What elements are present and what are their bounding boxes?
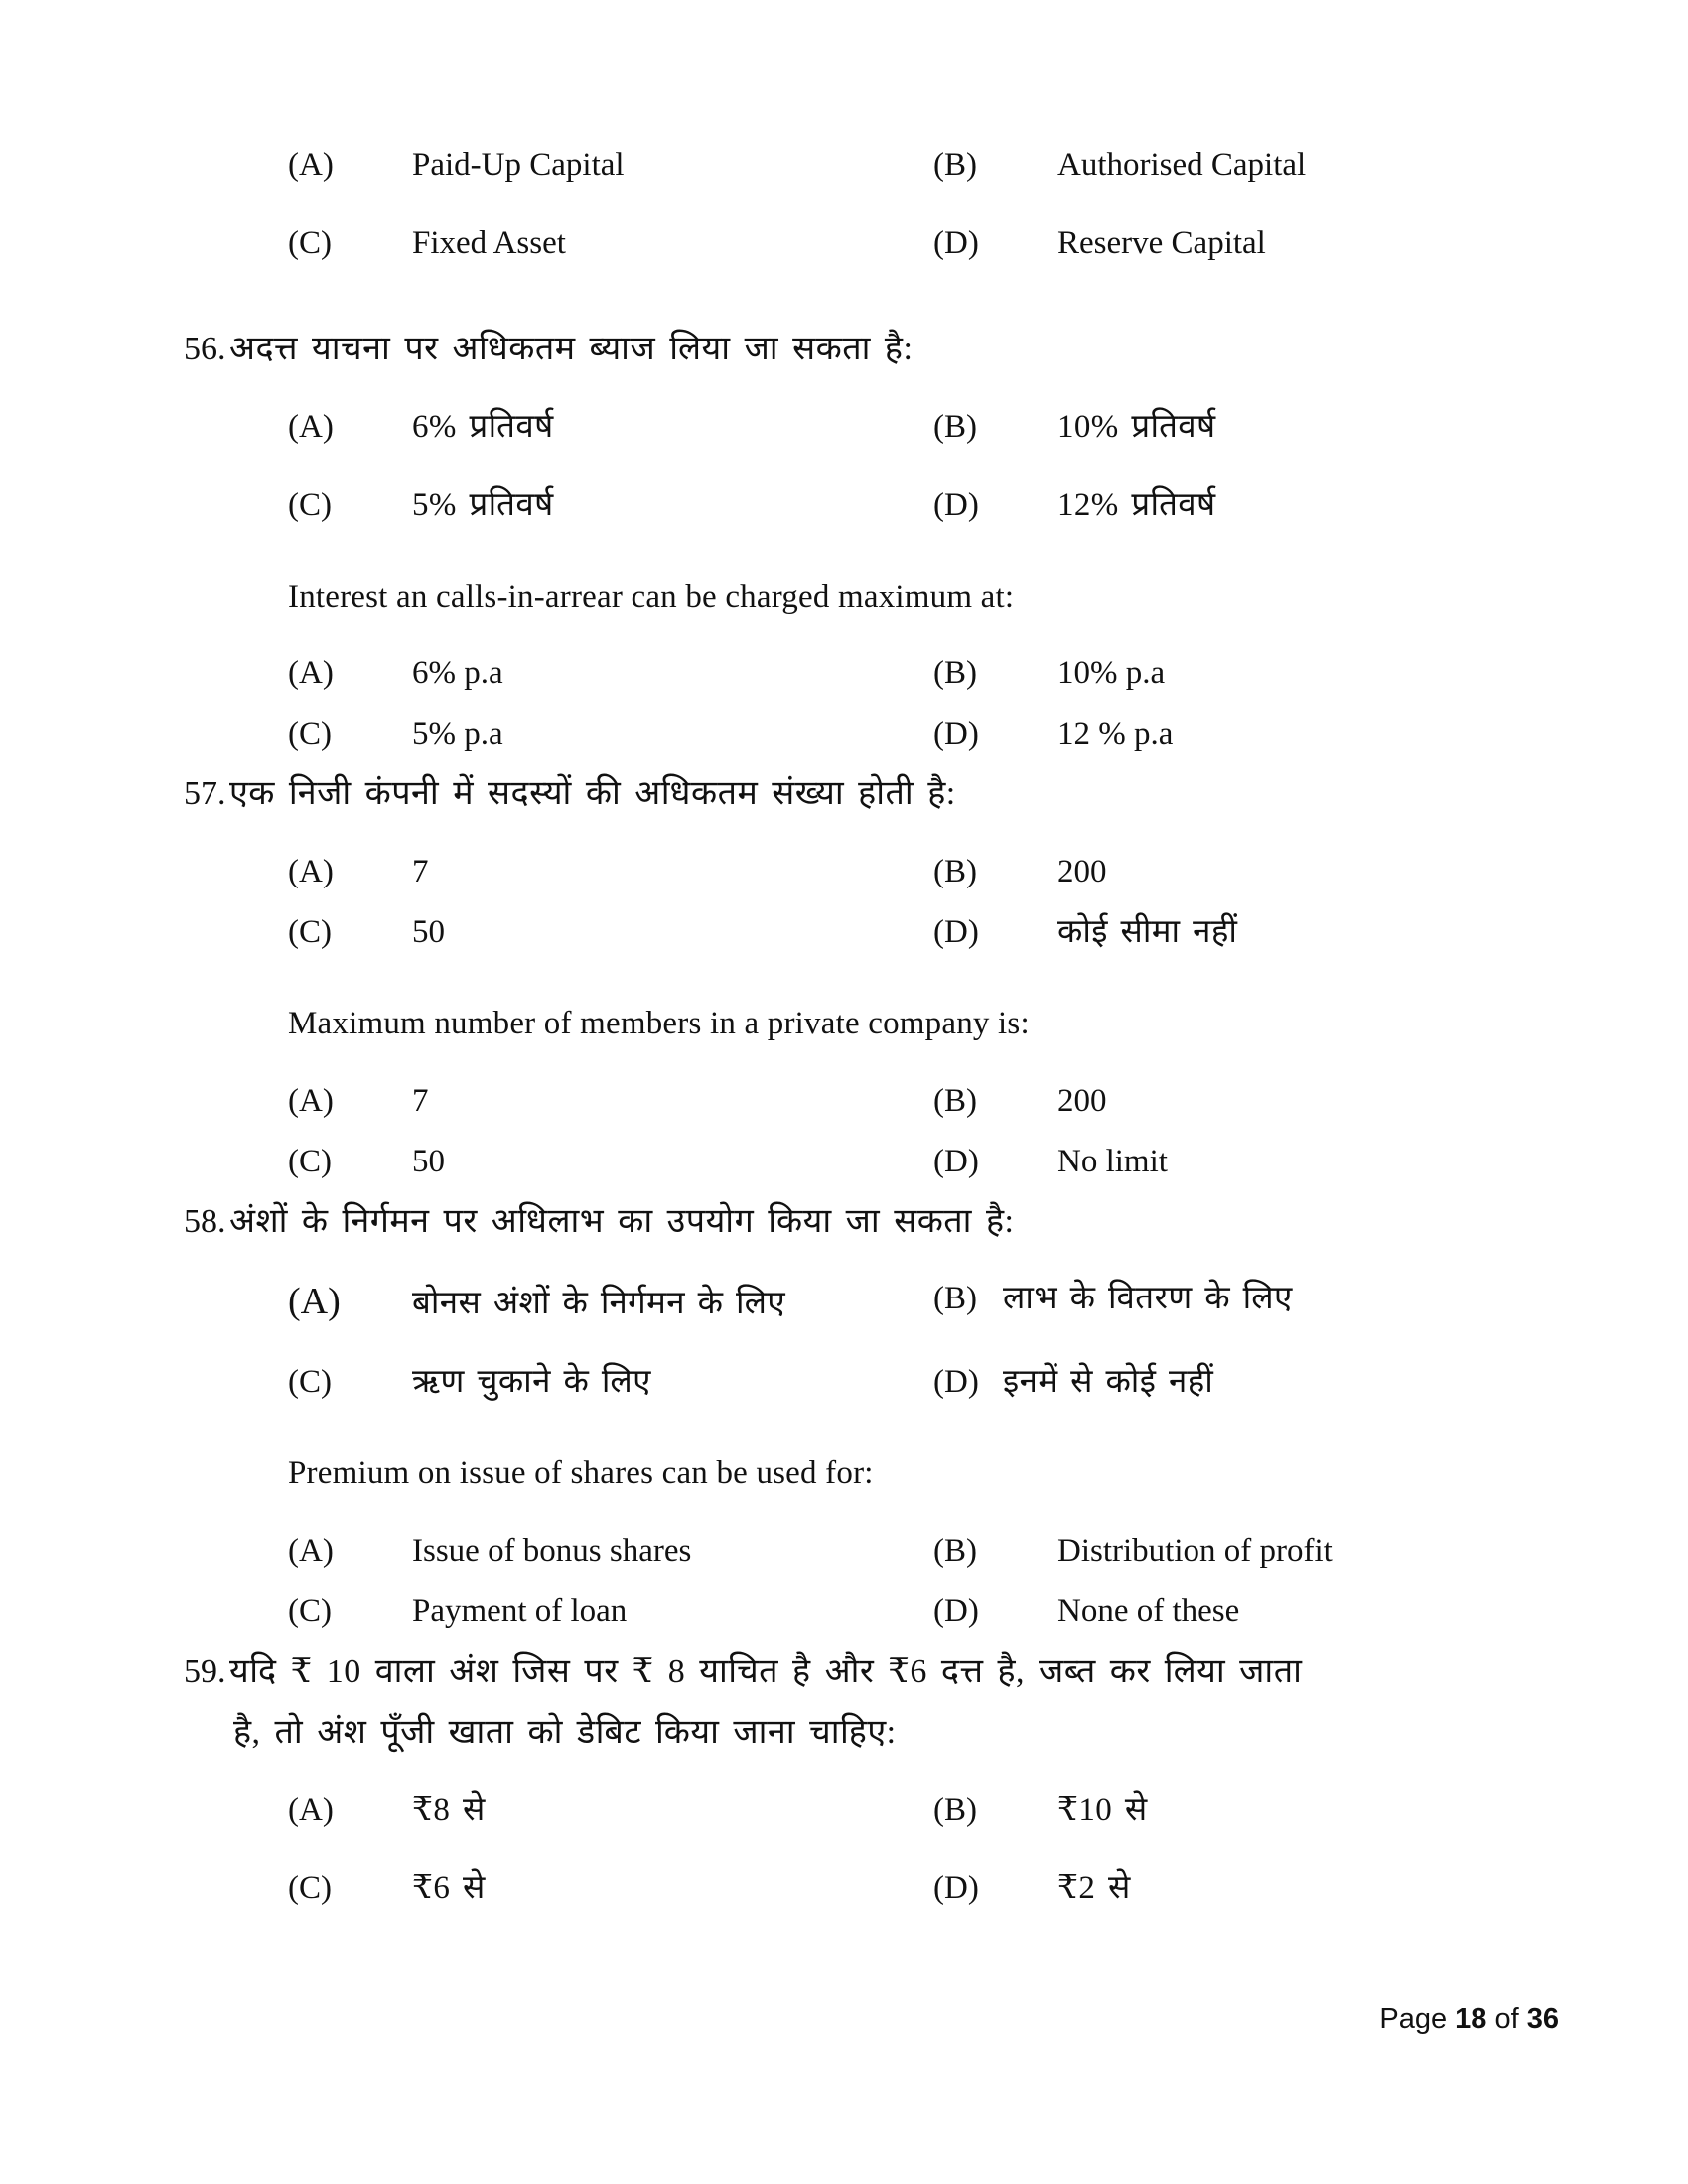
spacer [238, 1690, 1460, 1715]
spacer [238, 444, 1460, 489]
option-c[interactable] [238, 1872, 933, 1905]
spacer [238, 1178, 1460, 1204]
option-text: 6% p.a [412, 655, 503, 692]
option-row [238, 1366, 1460, 1399]
spacer [238, 182, 1460, 227]
option-a[interactable] [238, 408, 933, 445]
option-key: (D) [933, 914, 979, 951]
question-content-area [184, 147, 1460, 1907]
option-key: (C) [288, 716, 332, 752]
option-row [238, 227, 1460, 260]
option-text: 10% प्रतिवर्ष [1057, 408, 1216, 445]
option-key: (A) [288, 408, 334, 445]
option-c[interactable] [238, 1143, 933, 1179]
option-text: 200 [1057, 1082, 1107, 1119]
option-d[interactable] [933, 1366, 1460, 1399]
option-row [238, 1532, 1460, 1569]
option-key: (A) [288, 655, 334, 692]
option-row [238, 1872, 1460, 1905]
question-text: है, तो अंश पूँजी खाता को डेबिट किया जाना चाहिए: [233, 1713, 897, 1751]
option-key: (D) [933, 486, 979, 523]
option-key: (B) [933, 147, 977, 183]
option-key: (A) [288, 1281, 341, 1323]
option-text: 200 [1057, 854, 1107, 890]
option-d[interactable] [933, 1592, 1460, 1629]
spacer [238, 1750, 1460, 1794]
option-key: (A) [288, 147, 334, 183]
option-b[interactable] [933, 1082, 1460, 1119]
spacer [238, 1118, 1460, 1146]
spacer [238, 522, 1460, 580]
spacer [238, 1827, 1460, 1872]
question-number: 58. [184, 1202, 226, 1240]
option-c[interactable] [238, 718, 933, 751]
option-text: बोनस अंशों के निर्गमन के लिए [412, 1286, 786, 1322]
option-key: (A) [288, 1532, 334, 1569]
option-key: (B) [933, 1532, 977, 1569]
option-text: Paid-Up Capital [412, 147, 625, 183]
option-key: (C) [288, 1143, 332, 1179]
option-c[interactable] [238, 486, 933, 523]
option-key: (C) [288, 486, 332, 523]
option-d[interactable] [933, 227, 1460, 260]
option-text: None of these [1057, 1592, 1240, 1629]
option-a[interactable] [238, 1082, 933, 1119]
option-text: 12 % p.a [1057, 716, 1174, 752]
option-text: 5% प्रतिवर्ष [412, 486, 554, 523]
spacer [238, 888, 1460, 916]
question-59-stem-hindi-line2 [233, 1715, 1460, 1751]
question-number: 57. [184, 775, 226, 813]
spacer [238, 260, 1460, 332]
question-number: 56. [184, 331, 226, 367]
spacer [238, 1239, 1460, 1283]
option-key: (C) [288, 1364, 332, 1401]
option-row [238, 1281, 1460, 1323]
option-d[interactable] [933, 1872, 1460, 1905]
option-text: Authorised Capital [1057, 147, 1307, 183]
option-text: ₹8 से [412, 1792, 486, 1829]
option-b[interactable] [933, 657, 1460, 690]
option-b[interactable] [933, 1532, 1460, 1569]
option-key: (B) [933, 655, 977, 692]
option-group-q57-en [238, 1082, 1460, 1179]
option-row [238, 1794, 1460, 1827]
option-text: 5% p.a [412, 716, 503, 752]
option-d[interactable] [933, 916, 1460, 949]
option-a[interactable] [238, 149, 933, 182]
option-key: (A) [288, 1792, 334, 1829]
option-key: (C) [288, 1870, 332, 1907]
option-text: 7 [412, 1082, 429, 1119]
option-text: ऋण चुकाने के लिए [412, 1364, 651, 1401]
option-row [238, 408, 1460, 445]
option-text: ₹10 से [1057, 1792, 1148, 1829]
option-text: No limit [1057, 1143, 1168, 1179]
option-row [238, 486, 1460, 523]
option-c[interactable] [238, 916, 933, 949]
question-text: एक निजी कंपनी में सदस्यों की अधिकतम संख्या होती है: [229, 775, 956, 813]
option-b[interactable] [933, 856, 1460, 888]
question-58-stem-english [238, 1456, 1460, 1491]
option-row [238, 1082, 1460, 1119]
question-number: 59. [184, 1652, 226, 1690]
option-key: (D) [933, 716, 979, 752]
question-text: Premium on issue of shares can be used for: [288, 1455, 874, 1492]
option-text: Payment of loan [412, 1592, 628, 1629]
spacer [238, 367, 1460, 411]
option-text: 50 [412, 1143, 445, 1179]
spacer [238, 949, 1460, 1007]
option-key: (A) [288, 1082, 334, 1119]
option-b[interactable] [933, 149, 1460, 182]
option-d[interactable] [933, 486, 1460, 523]
option-group-q56-hi [238, 408, 1460, 523]
option-c[interactable] [238, 1366, 933, 1399]
option-group-q58-hi [238, 1283, 1460, 1399]
spacer [238, 1041, 1460, 1085]
option-d[interactable] [933, 718, 1460, 751]
spacer [238, 1399, 1460, 1456]
option-a[interactable] [238, 1532, 933, 1569]
question-text: यदि ₹ 10 वाला अंश जिस पर ₹ 8 याचित है और ₹6 दत्त है, जब्त कर लिया जाता [229, 1652, 1303, 1690]
option-a[interactable] [238, 1281, 933, 1323]
option-key: (B) [933, 408, 977, 445]
option-row [238, 1143, 1460, 1179]
question-text: Interest an calls-in-arrear can be charged maximum at: [288, 578, 1015, 614]
question-text: अदत्त याचना पर अधिकतम ब्याज लिया जा सकता है: [229, 331, 914, 367]
option-c[interactable] [238, 227, 933, 260]
option-text: 10% p.a [1057, 655, 1166, 692]
option-row [238, 1592, 1460, 1629]
option-text: Issue of bonus shares [412, 1532, 692, 1569]
option-text: 50 [412, 914, 445, 951]
footer-total-pages: 36 [1526, 2003, 1559, 2035]
option-key: (D) [933, 1364, 979, 1401]
option-text: 12% प्रतिवर्ष [1057, 486, 1216, 523]
spacer [238, 614, 1460, 657]
option-group-q58-en [238, 1532, 1460, 1629]
footer-prefix: Page [1379, 2003, 1448, 2035]
option-key: (B) [933, 854, 977, 890]
question-58-stem-hindi [184, 1204, 1460, 1240]
option-group-q57-hi [238, 856, 1460, 949]
option-key: (B) [933, 1281, 977, 1317]
option-key: (D) [933, 225, 979, 261]
option-a[interactable] [238, 856, 933, 888]
option-text: Reserve Capital [1057, 225, 1266, 261]
option-key: (B) [933, 1082, 977, 1119]
option-text: 7 [412, 854, 429, 890]
option-row [238, 856, 1460, 888]
spacer [238, 1568, 1460, 1595]
question-59-stem-hindi-line1 [184, 1654, 1460, 1690]
option-key: (D) [933, 1143, 979, 1179]
option-text: कोई सीमा नहीं [1057, 914, 1238, 951]
option-a[interactable] [238, 657, 933, 690]
option-group-q56-en [238, 657, 1460, 751]
page-footer [1379, 2003, 1559, 2036]
option-key: (D) [933, 1592, 979, 1629]
option-b[interactable] [933, 408, 1460, 445]
option-text: 6% प्रतिवर्ष [412, 408, 554, 445]
footer-middle: of [1494, 2003, 1519, 2035]
option-group-q59-hi [238, 1794, 1460, 1905]
option-text: Distribution of profit [1057, 1532, 1333, 1569]
option-key: (D) [933, 1870, 979, 1907]
option-d[interactable] [933, 1143, 1460, 1179]
spacer [238, 690, 1460, 718]
question-text: अंशों के निर्गमन पर अधिलाभ का उपयोग किया जा सकता है: [229, 1202, 1015, 1240]
spacer [238, 1491, 1460, 1535]
spacer [238, 1320, 1460, 1366]
question-text: Maximum number of members in a private company is: [288, 1006, 1030, 1042]
option-b[interactable] [933, 1283, 1460, 1320]
question-56-stem-hindi [184, 332, 1460, 367]
question-56-stem-english [238, 580, 1460, 614]
option-row [238, 149, 1460, 182]
option-a[interactable] [238, 1794, 933, 1827]
option-row [238, 916, 1460, 949]
option-text: Fixed Asset [412, 225, 566, 261]
option-row [238, 657, 1460, 690]
footer-page-number: 18 [1455, 2003, 1487, 2035]
option-key: (C) [288, 914, 332, 951]
option-row [238, 718, 1460, 751]
option-key: (A) [288, 854, 334, 890]
spacer [238, 751, 1460, 776]
option-key: (C) [288, 225, 332, 261]
question-57-stem-hindi [184, 776, 1460, 812]
option-text: लाभ के वितरण के लिए [1003, 1281, 1293, 1317]
spacer [238, 812, 1460, 856]
question-57-stem-english [238, 1007, 1460, 1041]
option-c[interactable] [238, 1592, 933, 1629]
option-b[interactable] [933, 1794, 1460, 1827]
option-key: (B) [933, 1792, 977, 1829]
spacer [238, 1628, 1460, 1654]
option-text: ₹2 से [1057, 1870, 1131, 1907]
option-text: इनमें से कोई नहीं [1003, 1364, 1214, 1401]
option-key: (C) [288, 1592, 332, 1629]
option-group-q55-en [238, 149, 1460, 260]
option-text: ₹6 से [412, 1870, 486, 1907]
